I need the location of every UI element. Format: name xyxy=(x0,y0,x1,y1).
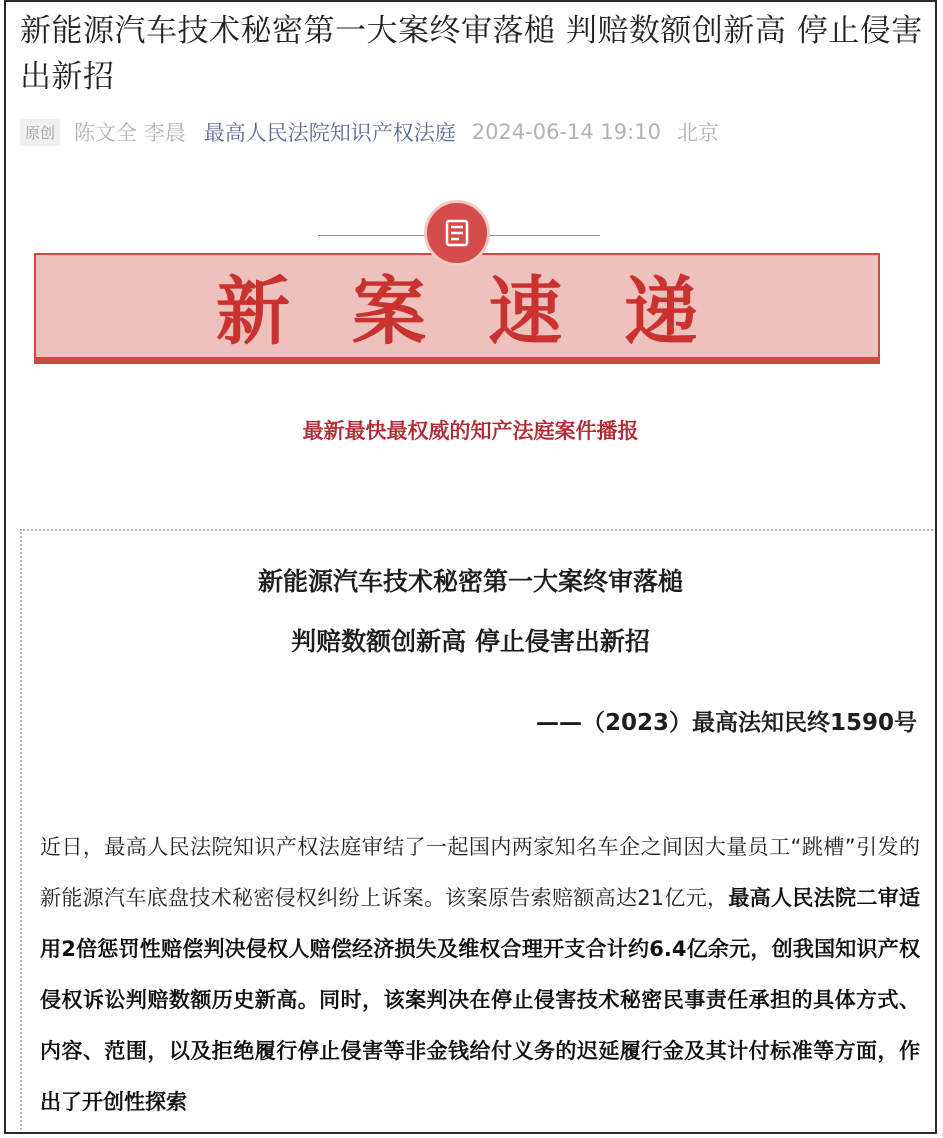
account-name-link[interactable]: 最高人民法院知识产权法庭 xyxy=(203,121,456,145)
body-text-bold: 最高人民法院二审适用2倍惩罚性赔偿判决侵权人赔偿经济损失及维权合理开支合计约6.4亿余元，创我国知识产权侵权诉讼判赔数额历史新高。同时，该案判决在停止侵害技术秘密民事责任承担的具体方式、内容、范围，以及拒绝履行停止侵害等非金钱给付义务的迟延履行金及其计付标准等方面，作出了开创性探索 xyxy=(40,886,920,1114)
banner-title: 新案速递 xyxy=(216,269,760,355)
banner-tagline: 最新最快最权威的知产法庭案件播报 xyxy=(302,419,639,443)
article-authors: 陈文全 李晨 xyxy=(74,121,186,145)
body-text-normal: 近日，最高人民法院知识产权法庭审结了一起国内两家知名车企之间因大量员工“跳槽”引发的新能源汽车底盘技术秘密侵权纠纷上诉案。该案原告索赔额高达21亿元， xyxy=(40,835,920,910)
article-meta xyxy=(20,116,719,148)
article-frame xyxy=(4,0,937,1134)
case-title-line1: 新能源汽车技术秘密第一大案终审落槌 xyxy=(257,567,683,596)
article-headline: 新能源汽车技术秘密第一大案终审落槌 判赔数额创新高 停止侵害出新招 xyxy=(20,13,923,95)
case-number: ——（2023）最高法知民终1590号 xyxy=(535,710,917,736)
publish-location: 北京 xyxy=(676,121,719,145)
new-case-banner xyxy=(34,253,880,364)
body-paragraph xyxy=(40,822,920,1128)
document-icon xyxy=(424,200,490,266)
original-badge: 原创 xyxy=(20,119,60,146)
case-title-line2: 判赔数额创新高 停止侵害出新招 xyxy=(291,627,650,656)
publish-datetime: 2024-06-14 19:10 xyxy=(471,120,661,144)
